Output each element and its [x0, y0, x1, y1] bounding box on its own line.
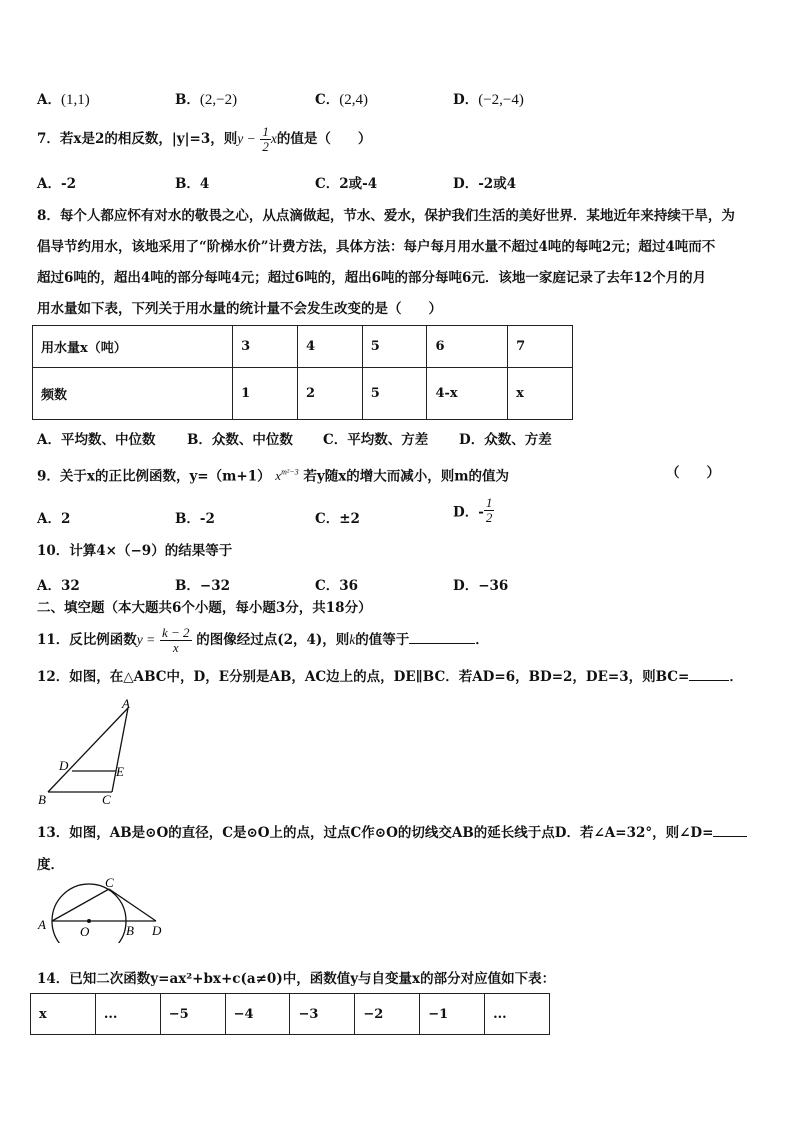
label-o: O: [80, 924, 90, 939]
label-a: A: [38, 917, 46, 932]
q9-option-d-fraction: $\frac{1}{2}$: [485, 495, 493, 525]
q9-power: $x^{m^2-3}$: [275, 468, 299, 484]
side-ac: [112, 708, 128, 792]
q14-cell: −4: [225, 994, 290, 1035]
q6-option-d: D．(−2,−4): [453, 92, 524, 108]
q6-option-c: C．(2,4): [315, 92, 368, 108]
q9-option-a: A．2: [37, 511, 71, 527]
q8-cell: 1: [233, 368, 298, 420]
q8-cell-header: 频数: [33, 368, 233, 420]
q14-cell-header: x: [31, 994, 96, 1035]
q7-fraction: $\frac{1}{2}$: [262, 124, 269, 154]
q11-stem: 11．反比例函数y = $\frac{k - 2}{x}$ 的图像经过点(2，4)，则k的值等于 ．: [37, 625, 489, 655]
q7-option-c: C．2或-4: [315, 176, 378, 192]
q7-option-d: D．-2或4: [453, 176, 517, 192]
q14-cell: −3: [290, 994, 355, 1035]
q14-cell: −5: [160, 994, 225, 1035]
q10-stem: 10．计算4×（−9）的结果等于: [37, 543, 233, 559]
q11-fraction: $\frac{k - 2}{x}$: [161, 625, 190, 655]
q14-table-row: [31, 994, 550, 1035]
q12-triangle-figure: [30, 695, 140, 810]
q8-line-3: 超过6吨的，超出4吨的部分每吨4元；超过6吨的，超出6吨的部分每吨6元．该地一家庭记录了去年12个月的月: [37, 270, 707, 286]
q14-cell: ...: [485, 994, 550, 1035]
q8-cell: 4: [297, 326, 362, 368]
q8-table: [32, 325, 573, 420]
q8-line-1: 8．每个人都应怀有对水的敬畏之心，从点滴做起，节水、爱水，保护我们生活的美好世界．某地近年来持续干旱，为: [37, 208, 735, 224]
q9-stem: 9．关于x的正比例函数，y=（m+1） $x^{m^2-3}$ 若y随x的增大而减小，则m的值为: [37, 468, 510, 485]
q8-cell: x: [508, 368, 573, 420]
q8-cell: 3: [233, 326, 298, 368]
q14-cell: −1: [420, 994, 485, 1035]
q8-table-row-usage: [33, 326, 573, 368]
label-e: E: [116, 764, 124, 779]
q8-line-2: 倡导节约用水，该地采用了“阶梯水价”计费方法，具体方法：每户每月用水量不超过4吨的每吨2元；超过4吨而不: [37, 239, 716, 255]
q8-cell: 6: [427, 326, 508, 368]
q8-option-d: D．众数、方差: [459, 432, 552, 448]
q6-option-b: B．(2,−2): [175, 92, 238, 108]
q12-answer-blank[interactable]: [689, 680, 729, 681]
q8-line-4: 用水量如下表，下列关于用水量的统计量不会发生改变的是（ ）: [37, 301, 442, 317]
section-heading-fill-in: 二、填空题（本大题共6个小题，每小题3分，共18分）: [37, 600, 372, 616]
q8-option-c: C．平均数、方差: [323, 432, 429, 448]
q8-cell: 4-x: [427, 368, 508, 420]
q6-option-a: A．(1,1): [37, 92, 90, 108]
q14-cell: −2: [355, 994, 420, 1035]
q13-circle-figure: [30, 873, 170, 943]
tangent-cd: [109, 889, 156, 921]
q8-cell: 2: [297, 368, 362, 420]
label-b: B: [126, 923, 134, 938]
label-a: A: [122, 696, 130, 711]
q10-option-b: B．−32: [175, 578, 231, 594]
q13-line-2: 度．: [37, 857, 64, 873]
label-b: B: [38, 792, 46, 807]
q10-option-c: C．36: [315, 578, 359, 594]
side-ab: [48, 708, 128, 792]
q14-stem: 14．已知二次函数y=ax²+bx+c(a≠0)中，函数值y与自变量x的部分对应值如下表：: [37, 971, 556, 987]
q12-stem: 12．如图，在△ABC中，D，E分别是AB，AC边上的点，DE∥BC．若AD=6，BD=2，DE=3，则BC= ．: [37, 669, 743, 685]
q10-option-a: A．32: [37, 578, 80, 594]
q13-answer-blank[interactable]: [713, 836, 747, 837]
q9-option-d: D．- $\frac{1}{2}$: [453, 495, 493, 525]
center-point: [87, 919, 91, 923]
label-c: C: [102, 792, 111, 807]
q14-cell: ...: [95, 994, 160, 1035]
chord-ac: [52, 889, 109, 921]
q10-option-d: D．−36: [453, 578, 509, 594]
q8-option-a: A．平均数、中位数: [37, 432, 156, 448]
q9-answer-bracket: （ ）: [666, 465, 720, 481]
label-d: D: [59, 758, 69, 773]
label-d: D: [152, 923, 162, 938]
q8-table-row-frequency: [33, 368, 573, 420]
q8-cell-header: 用水量x（吨）: [33, 326, 233, 368]
q8-cell: 5: [362, 326, 427, 368]
q7-option-b: B．4: [175, 176, 210, 192]
q7-stem: 7．若x是2的相反数，|y|=3，则y − $\frac{1}{2}$ x的值是（ ）: [37, 124, 372, 154]
q9-option-c: C．±2: [315, 511, 360, 527]
q13-line-1: 13．如图，AB是⊙O的直径，C是⊙O上的点，过点C作⊙O的切线交AB的延长线于点D．若∠A=32°，则∠D=: [37, 824, 747, 842]
q8-option-b: B．众数、中位数: [187, 432, 293, 448]
q14-table: [30, 993, 550, 1035]
q8-cell: 7: [508, 326, 573, 368]
q11-answer-blank[interactable]: [409, 643, 475, 644]
q8-cell: 5: [362, 368, 427, 420]
q9-option-b: B．-2: [175, 511, 215, 527]
q7-option-a: A．-2: [37, 176, 76, 192]
label-c: C: [105, 875, 114, 890]
